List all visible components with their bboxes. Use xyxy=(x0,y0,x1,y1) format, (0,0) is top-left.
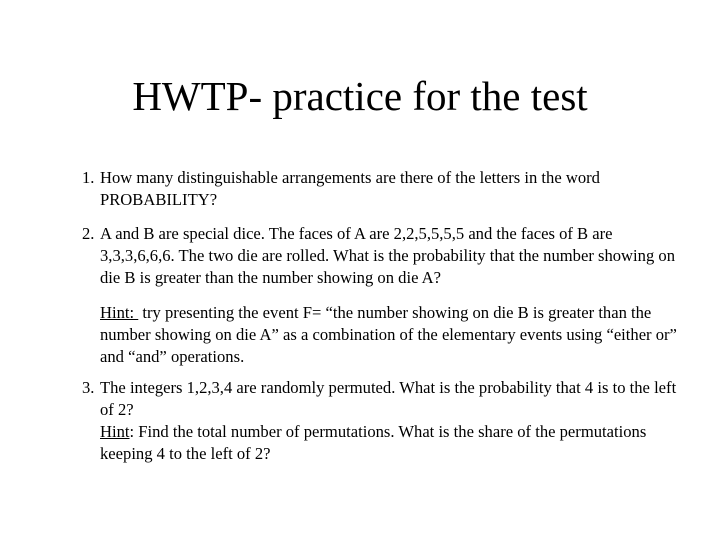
hint-text: try presenting the event F= “the number showing on die B is greater than the number showing on die A” as a combination of the elementary events using “either or” and “and” operations. xyxy=(100,303,677,366)
question-text: A and B are special dice. The faces of A are 2,2,5,5,5,5 and the faces of B are 3,3,3,6,6,6. The two die are rolled. What is the probability that the number showing on die B is greater than the number showing on die A? xyxy=(100,224,675,287)
question-1 xyxy=(0,167,720,211)
hint-text: : Find the total number of permutations. What is the share of the permutations keeping 4 to the left of 2? xyxy=(100,422,647,463)
question-number: 1. xyxy=(82,168,95,187)
question-3-hint xyxy=(100,421,680,465)
question-3 xyxy=(0,377,720,465)
hint-label: Hint: xyxy=(100,303,139,322)
question-text: How many distinguishable arrangements are there of the letters in the word PROBABILITY? xyxy=(100,168,600,209)
question-number: 3. xyxy=(82,378,95,397)
question-number: 2. xyxy=(82,224,95,243)
question-2 xyxy=(0,223,720,289)
question-list xyxy=(0,167,720,477)
hint-label: Hint xyxy=(100,422,130,441)
question-3-body xyxy=(100,377,680,465)
question-2-hint xyxy=(0,302,680,368)
question-text: The integers 1,2,3,4 are randomly permuted. What is the probability that 4 is to the left of 2? xyxy=(100,378,677,419)
slide-title: HWTP- practice for the test xyxy=(132,73,588,119)
